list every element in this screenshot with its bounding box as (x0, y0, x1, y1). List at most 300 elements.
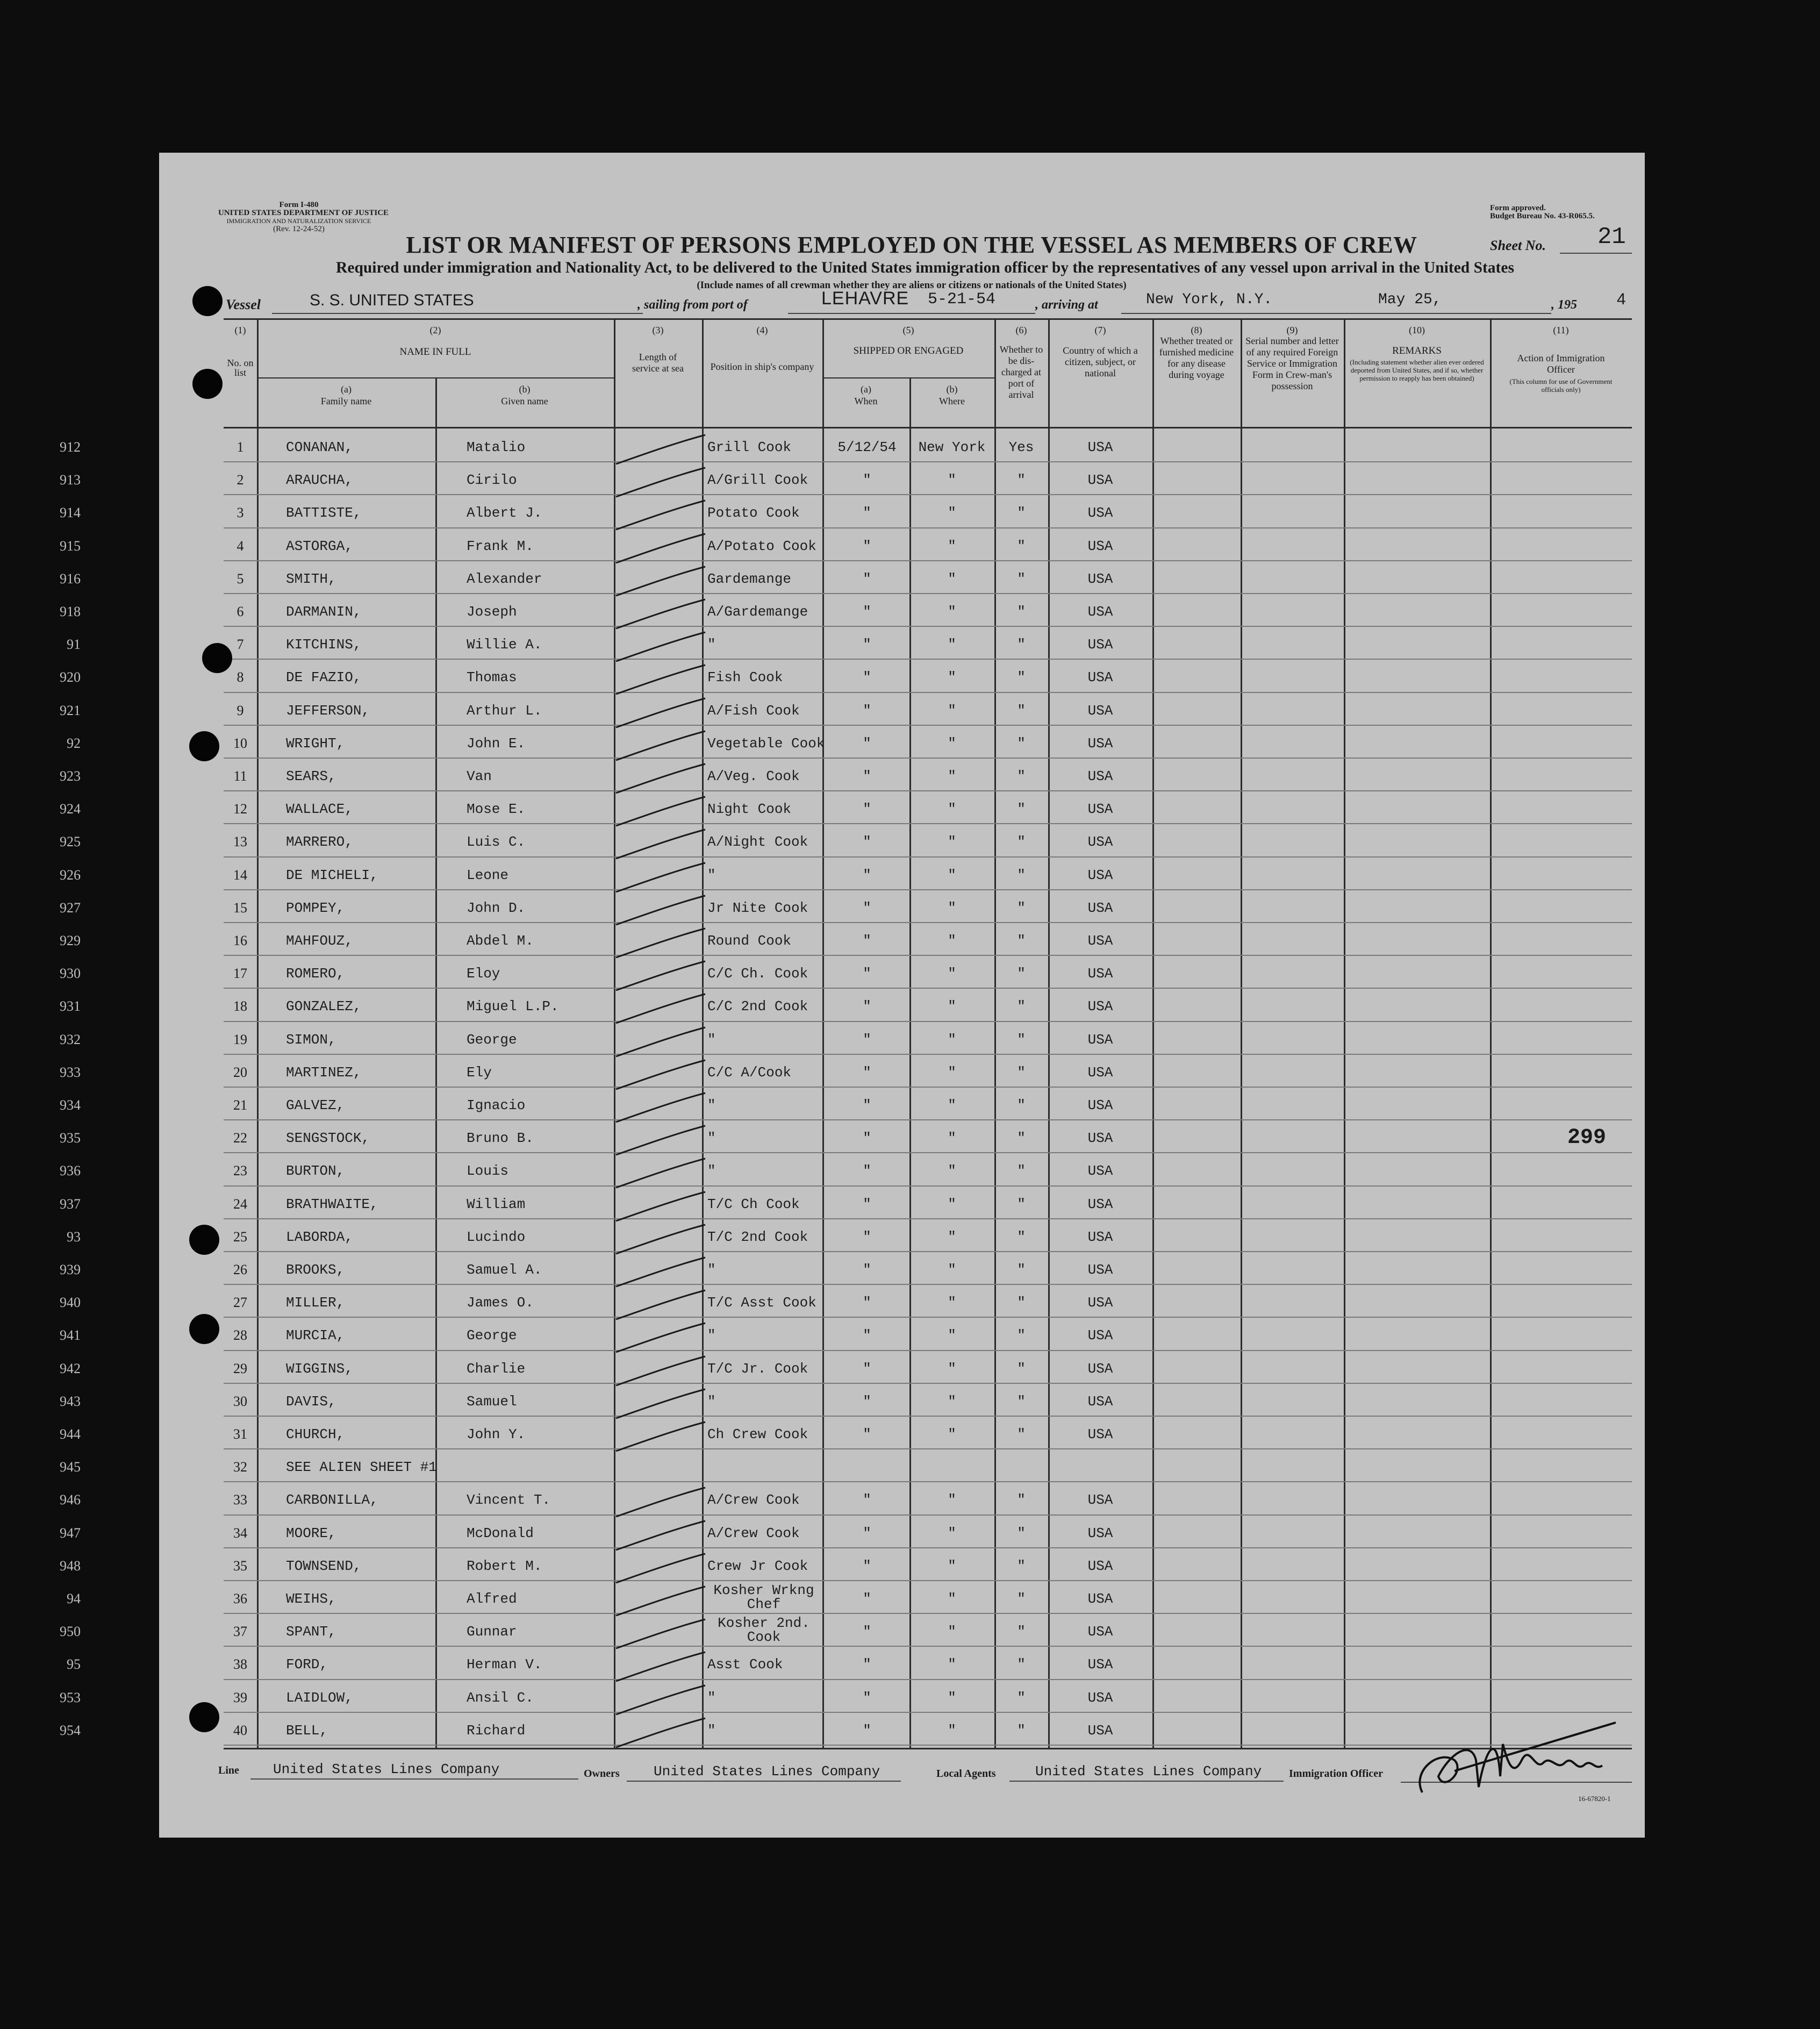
row-position: C/C Ch. Cook (707, 966, 808, 982)
row-rule (224, 1547, 1632, 1548)
row-ref-number: 941 (60, 1327, 81, 1344)
row-family-name: MILLER, (286, 1295, 345, 1311)
row-discharged: " (1017, 933, 1026, 949)
row-ref-number: 946 (60, 1492, 81, 1508)
row-list-number: 26 (233, 1262, 247, 1277)
row-rule (224, 988, 1632, 989)
row-list-number: 39 (233, 1689, 247, 1705)
row-country: USA (1087, 538, 1113, 554)
row-country: USA (1087, 1722, 1113, 1739)
row-position: Kosher 2nd. Cook (718, 1615, 810, 1646)
row-ref-number: 948 (60, 1558, 81, 1574)
row-list-number: 34 (233, 1525, 247, 1541)
service-slash-mark (608, 695, 711, 733)
service-slash-mark (608, 1221, 711, 1259)
row-position: A/Veg. Cook (707, 768, 800, 784)
form-note: (Include names of all crewman whether they are aliens or citizens or nationals of the United States) (697, 280, 1127, 291)
row-country: USA (1087, 1393, 1113, 1410)
row-ref-number: 924 (60, 801, 81, 817)
row-ref-number: 934 (60, 1097, 81, 1113)
row-shipped-when: " (863, 637, 871, 653)
row-family-name: SIMON, (286, 1031, 336, 1048)
row-position: " (707, 1722, 716, 1739)
row-shipped-where: " (948, 899, 956, 916)
revision: (Rev. 12-24-52) (273, 225, 325, 233)
row-shipped-when: " (863, 1525, 871, 1541)
row-list-number: 11 (233, 768, 247, 784)
department: UNITED STATES DEPARTMENT OF JUSTICE (218, 209, 389, 217)
row-family-name: WEIHS, (286, 1591, 336, 1607)
row-shipped-when: " (863, 933, 871, 949)
row-country: USA (1087, 1656, 1113, 1673)
row-family-name: WALLACE, (286, 801, 353, 818)
row-position: T/C Jr. Cook (707, 1360, 808, 1377)
row-rule (224, 1514, 1632, 1516)
row-rule (224, 1613, 1632, 1614)
footer-owners-value: United States Lines Company (654, 1763, 880, 1780)
col-1-number: (1) (234, 325, 246, 335)
row-list-number: 14 (233, 867, 247, 883)
row-list-number: 13 (233, 834, 247, 850)
service-slash-mark (608, 1090, 711, 1127)
footer-line-value: United States Lines Company (273, 1761, 500, 1777)
row-shipped-when: " (863, 1722, 871, 1739)
row-shipped-when: " (863, 1262, 871, 1278)
row-country: USA (1087, 1262, 1113, 1278)
form-title: LIST OR MANIFEST OF PERSONS EMPLOYED ON THE VESSEL AS MEMBERS OF CREW (406, 232, 1417, 258)
row-shipped-where: " (948, 702, 956, 719)
row-discharged: " (1017, 768, 1026, 784)
vessel-label: Vessel (226, 297, 261, 312)
budget-number: Budget Bureau No. 43-R065.5. (1490, 212, 1595, 220)
footer-agents-value: United States Lines Company (1035, 1763, 1262, 1780)
row-position: Night Cook (707, 801, 792, 818)
stamp-number: 299 (1567, 1126, 1607, 1150)
row-country: USA (1087, 439, 1113, 455)
row-given-name: Lucindo (467, 1228, 526, 1245)
year-digit: 4 (1617, 290, 1626, 308)
col-header-medicine: Whether treated or furnished medicine for any disease during voyage (1159, 335, 1234, 380)
row-country: USA (1087, 933, 1113, 949)
row-position: Gardemange (707, 570, 792, 587)
row-rule (224, 725, 1632, 726)
row-ref-number: 912 (60, 439, 81, 455)
row-family-name: SENGSTOCK, (286, 1130, 370, 1147)
row-country: USA (1087, 1525, 1113, 1541)
service-slash-mark (608, 1024, 711, 1062)
row-ref-number: 94 (67, 1591, 81, 1606)
row-country: USA (1087, 570, 1113, 587)
row-shipped-where: " (948, 998, 956, 1015)
row-position: " (707, 1393, 716, 1410)
row-rule (224, 758, 1632, 759)
row-family-name: SPANT, (286, 1624, 336, 1640)
row-list-number: 38 (233, 1656, 247, 1673)
row-country: USA (1087, 1689, 1113, 1706)
row-discharged: " (1017, 899, 1026, 916)
row-discharged: Yes (1008, 439, 1034, 455)
row-ref-number: 918 (60, 604, 81, 619)
col-header-shipped-or-engaged: SHIPPED OR ENGAGED (853, 345, 964, 356)
row-position: A/Night Cook (707, 834, 808, 851)
row-shipped-when: " (863, 702, 871, 719)
vessel-name: S. S. UNITED STATES (310, 291, 474, 309)
row-country: USA (1087, 1163, 1113, 1180)
service-slash-mark (608, 1419, 711, 1456)
footer-agents-label: Local Agents (936, 1768, 996, 1780)
row-rule (224, 659, 1632, 660)
punch-hole (192, 286, 223, 316)
col-header-immigration-note: (This column for use of Government officials only) (1509, 377, 1613, 394)
row-shipped-when: " (863, 1327, 871, 1344)
row-family-name: SEE ALIEN SHEET #1 (286, 1459, 437, 1476)
row-family-name: LAIDLOW, (286, 1689, 353, 1706)
row-rule (224, 1580, 1632, 1581)
row-ref-number: 947 (60, 1525, 81, 1541)
row-discharged: " (1017, 1064, 1026, 1081)
row-given-name: Miguel L.P. (467, 998, 559, 1015)
row-shipped-when: " (863, 1130, 871, 1147)
row-country: USA (1087, 1196, 1113, 1212)
row-discharged: " (1017, 1656, 1026, 1673)
row-family-name: WRIGHT, (286, 735, 345, 752)
row-position: " (707, 1327, 716, 1344)
row-ref-number: 942 (60, 1360, 81, 1376)
row-ref-number: 944 (60, 1426, 81, 1442)
row-family-name: DE FAZIO, (286, 669, 362, 686)
row-family-name: DAVIS, (286, 1393, 336, 1410)
row-shipped-where: " (948, 1558, 956, 1574)
row-given-name: Cirilo (467, 472, 517, 489)
row-rule (224, 1251, 1632, 1252)
punch-hole (189, 1702, 219, 1732)
row-country: USA (1087, 867, 1113, 883)
row-list-number: 37 (233, 1624, 247, 1640)
row-discharged: " (1017, 505, 1026, 521)
row-shipped-where: " (948, 570, 956, 587)
row-shipped-where: " (948, 867, 956, 883)
row-list-number: 25 (233, 1228, 247, 1245)
row-discharged: " (1017, 1097, 1026, 1113)
row-position: A/Potato Cook (707, 538, 816, 554)
row-country: USA (1087, 768, 1113, 784)
row-position: Kosher Wrkng Chef (713, 1582, 814, 1612)
service-slash-mark (608, 826, 711, 864)
row-list-number: 9 (237, 702, 244, 718)
row-position: " (707, 867, 716, 883)
row-given-name: William (467, 1196, 526, 1212)
row-country: USA (1087, 1228, 1113, 1245)
row-list-number: 18 (233, 998, 247, 1014)
row-family-name: BROOKS, (286, 1262, 345, 1278)
service-slash-mark (608, 925, 711, 963)
row-given-name: Albert J. (467, 505, 542, 521)
row-shipped-where: " (948, 1262, 956, 1278)
departure-port: LEHAVRE (821, 288, 909, 309)
col-header-where: Where (939, 396, 965, 406)
row-shipped-when: " (863, 1031, 871, 1048)
row-rule (224, 1119, 1632, 1120)
row-discharged: " (1017, 669, 1026, 686)
row-discharged: " (1017, 604, 1026, 620)
row-shipped-when: " (863, 1163, 871, 1180)
service-slash-mark (608, 728, 711, 766)
row-position: A/Fish Cook (707, 702, 800, 719)
row-ref-number: 931 (60, 998, 81, 1014)
row-country: USA (1087, 637, 1113, 653)
table-top-rule (224, 318, 1632, 320)
row-list-number: 12 (233, 801, 247, 817)
col-header-given-name: Given name (501, 396, 548, 406)
row-discharged: " (1017, 801, 1026, 818)
row-country: USA (1087, 1492, 1113, 1509)
row-given-name: Van (467, 768, 492, 784)
row-ref-number: 914 (60, 505, 81, 521)
service-slash-mark (608, 1551, 711, 1588)
row-rule (224, 1152, 1632, 1153)
row-shipped-where: " (948, 1031, 956, 1048)
row-shipped-when: " (863, 538, 871, 554)
row-discharged: " (1017, 570, 1026, 587)
row-ref-number: 937 (60, 1196, 81, 1212)
row-discharged: " (1017, 1163, 1026, 1180)
punch-hole (189, 1225, 219, 1255)
row-family-name: LABORDA, (286, 1228, 353, 1245)
row-shipped-when: " (863, 1624, 871, 1640)
row-shipped-when: " (863, 1064, 871, 1081)
row-position: Vegetable Cook (707, 735, 825, 752)
punch-hole (202, 643, 232, 673)
service-slash-mark (608, 761, 711, 798)
row-position: Grill Cook (707, 439, 792, 455)
row-country: USA (1087, 1624, 1113, 1640)
row-family-name: BELL, (286, 1722, 328, 1739)
service-slash-mark (608, 1386, 711, 1424)
row-shipped-when: " (863, 899, 871, 916)
row-shipped-when: " (863, 505, 871, 521)
row-list-number: 6 (237, 604, 244, 619)
col-header-no-on-list: No. on list (227, 358, 254, 378)
col-4-number: (4) (756, 325, 768, 335)
col-header-when: When (854, 396, 878, 406)
row-country: USA (1087, 1031, 1113, 1048)
row-shipped-when: " (863, 472, 871, 489)
row-list-number: 2 (237, 472, 244, 488)
row-shipped-where: " (948, 1130, 956, 1147)
row-list-number: 4 (237, 538, 244, 554)
row-country: USA (1087, 1360, 1113, 1377)
row-given-name: McDonald (467, 1525, 534, 1541)
row-ref-number: 915 (60, 538, 81, 554)
row-discharged: " (1017, 867, 1026, 883)
row-discharged: " (1017, 1262, 1026, 1278)
row-shipped-when: " (863, 1228, 871, 1245)
row-position: T/C 2nd Cook (707, 1228, 808, 1245)
row-discharged: " (1017, 998, 1026, 1015)
row-shipped-where: " (948, 604, 956, 620)
row-ref-number: 935 (60, 1130, 81, 1146)
sailing-label: , sailing from port of (637, 298, 748, 312)
year-prefix: , 195 (1551, 298, 1577, 312)
row-list-number: 5 (237, 570, 244, 587)
col-2-number: (2) (429, 325, 441, 335)
row-ref-number: 91 (67, 637, 81, 653)
row-given-name: Charlie (467, 1360, 526, 1377)
row-family-name: BATTISTE, (286, 505, 362, 521)
row-position: Ch Crew Cook (707, 1426, 808, 1442)
row-position: Jr Nite Cook (707, 899, 808, 916)
row-family-name: KITCHINS, (286, 637, 362, 653)
row-family-name: WIGGINS, (286, 1360, 353, 1377)
row-rule (224, 1448, 1632, 1449)
row-shipped-when: " (863, 966, 871, 982)
footer-line-label: Line (218, 1764, 239, 1776)
row-family-name: ROMERO, (286, 966, 345, 982)
row-family-name: ASTORGA, (286, 538, 353, 554)
col-header-remarks: REMARKS (1392, 345, 1442, 356)
row-family-name: MOORE, (286, 1525, 336, 1541)
row-family-name: MARTINEZ, (286, 1064, 362, 1081)
row-shipped-where: " (948, 1228, 956, 1245)
service-slash-mark (608, 1254, 711, 1292)
row-given-name: Bruno B. (467, 1130, 534, 1147)
service-slash-mark (608, 991, 711, 1028)
officer-signature (1406, 1712, 1643, 1809)
row-given-name: Thomas (467, 669, 517, 686)
row-shipped-where: " (948, 1163, 956, 1180)
row-discharged: " (1017, 1360, 1026, 1377)
service-slash-mark (608, 958, 711, 996)
service-slash-mark (608, 1484, 711, 1522)
row-country: USA (1087, 735, 1113, 752)
row-position: " (707, 1130, 716, 1147)
row-country: USA (1087, 899, 1113, 916)
row-shipped-where: " (948, 1393, 956, 1410)
row-given-name: Arthur L. (467, 702, 542, 719)
col-5b-number: (b) (946, 384, 958, 395)
row-shipped-when: " (863, 1360, 871, 1377)
row-country: USA (1087, 834, 1113, 851)
row-position: Asst Cook (707, 1656, 783, 1673)
row-shipped-where: " (948, 966, 956, 982)
row-ref-number: 936 (60, 1163, 81, 1179)
row-shipped-when: " (863, 570, 871, 587)
row-discharged: " (1017, 1525, 1026, 1541)
row-given-name: Ansil C. (467, 1689, 534, 1706)
service-slash-mark (608, 465, 711, 502)
col-header-country: Country of which a citizen, subject, or national (1063, 345, 1138, 378)
row-given-name: Matalio (467, 439, 526, 455)
row-shipped-where: " (948, 538, 956, 554)
arriving-label: , arriving at (1035, 298, 1098, 312)
service-slash-mark (608, 596, 711, 634)
row-position: A/Crew Cook (707, 1525, 800, 1541)
punch-hole (192, 369, 223, 399)
row-shipped-when: " (863, 1426, 871, 1442)
row-given-name: Ely (467, 1064, 492, 1081)
row-shipped-where: " (948, 1492, 956, 1509)
row-position: " (707, 1031, 716, 1048)
row-position: Crew Jr Cook (707, 1558, 808, 1574)
row-list-number: 23 (233, 1163, 247, 1179)
row-list-number: 40 (233, 1722, 247, 1738)
row-discharged: " (1017, 1624, 1026, 1640)
row-country: USA (1087, 702, 1113, 719)
row-shipped-where: " (948, 768, 956, 784)
row-position: A/Crew Cook (707, 1492, 800, 1509)
col-5a-number: (a) (861, 384, 871, 395)
row-ref-number: 916 (60, 570, 81, 587)
row-shipped-where: " (948, 801, 956, 818)
row-shipped-where: " (948, 637, 956, 653)
row-family-name: JEFFERSON, (286, 702, 370, 719)
service: IMMIGRATION AND NATURALIZATION SERVICE (226, 217, 371, 225)
service-slash-mark (608, 1057, 711, 1095)
row-ref-number: 954 (60, 1722, 81, 1738)
row-rule (224, 1087, 1632, 1088)
row-given-name: John Y. (467, 1426, 526, 1442)
row-discharged: " (1017, 1558, 1026, 1574)
row-shipped-where: " (948, 1591, 956, 1607)
row-rule (224, 856, 1632, 858)
row-rule (224, 1416, 1632, 1417)
service-slash-mark (608, 892, 711, 930)
row-shipped-where: " (948, 834, 956, 851)
table-header-bottom-rule (224, 427, 1632, 428)
sailing-date: 5-21-54 (928, 290, 996, 309)
row-ref-number: 932 (60, 1031, 81, 1047)
row-rule (224, 790, 1632, 791)
row-list-number: 7 (237, 637, 244, 653)
row-family-name: MARRERO, (286, 834, 353, 851)
row-given-name: Alfred (467, 1591, 517, 1607)
row-family-name: ARAUCHA, (286, 472, 353, 489)
row-family-name: MURCIA, (286, 1327, 345, 1344)
row-family-name: SMITH, (286, 570, 336, 587)
row-rule (224, 692, 1632, 693)
row-list-number: 8 (237, 669, 244, 685)
row-list-number: 20 (233, 1064, 247, 1080)
row-shipped-where: " (948, 735, 956, 752)
row-discharged: " (1017, 1228, 1026, 1245)
row-ref-number: 929 (60, 933, 81, 948)
row-discharged: " (1017, 1393, 1026, 1410)
row-shipped-where: " (948, 933, 956, 949)
row-shipped-where: " (948, 1722, 956, 1739)
row-list-number: 36 (233, 1591, 247, 1606)
row-shipped-when: " (863, 1656, 871, 1673)
form-header-left (218, 201, 389, 233)
service-slash-mark (608, 629, 711, 667)
row-rule (224, 1218, 1632, 1219)
row-country: USA (1087, 1327, 1113, 1344)
row-discharged: " (1017, 1196, 1026, 1212)
row-shipped-where: " (948, 1064, 956, 1081)
service-slash-mark (608, 1649, 711, 1687)
service-slash-mark (608, 860, 711, 897)
row-ref-number: 939 (60, 1262, 81, 1277)
form-id: Form I-480 (279, 201, 319, 209)
row-ref-number: 945 (60, 1459, 81, 1475)
row-discharged: " (1017, 1130, 1026, 1147)
row-discharged: " (1017, 735, 1026, 752)
row-family-name: DE MICHELI, (286, 867, 378, 883)
service-slash-mark (608, 1123, 711, 1160)
row-rule (224, 889, 1632, 890)
row-list-number: 16 (233, 933, 247, 948)
row-ref-number: 927 (60, 899, 81, 916)
row-country: USA (1087, 1558, 1113, 1574)
